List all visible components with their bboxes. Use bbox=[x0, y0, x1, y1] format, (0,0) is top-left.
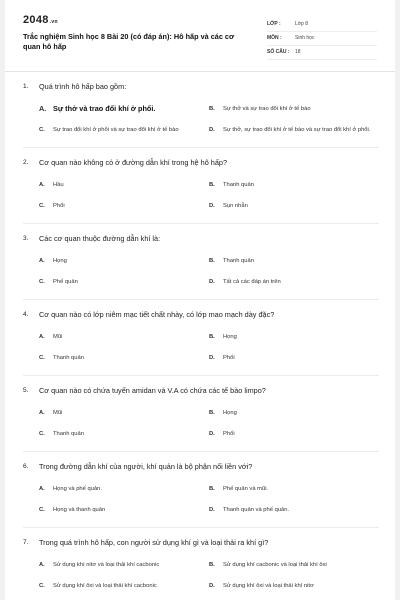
option-text: Sự thở và trao đổi khí ở phổi. bbox=[53, 104, 156, 114]
answer-option[interactable] bbox=[209, 348, 379, 369]
answer-option[interactable] bbox=[39, 99, 209, 120]
question-label: Trong quá trình hô hấp, con người sử dụng khí gì và loại thải ra khí gì? bbox=[39, 538, 269, 547]
option-letter: C. bbox=[39, 507, 45, 514]
option-text: Họng bbox=[223, 334, 237, 341]
option-text: Họng bbox=[223, 410, 237, 417]
option-letter: A. bbox=[39, 562, 45, 569]
answer-option[interactable] bbox=[39, 251, 209, 272]
option-letter: D. bbox=[209, 355, 215, 362]
site-logo[interactable]: 2048.vn bbox=[23, 14, 58, 26]
question-text bbox=[23, 157, 379, 168]
answer-option[interactable] bbox=[39, 327, 209, 348]
answer-option[interactable] bbox=[39, 175, 209, 196]
question-label: Trong đường dẫn khí của người, khí quản là bộ phận nối liền với? bbox=[39, 462, 253, 471]
option-text: Thanh quản bbox=[223, 258, 254, 265]
question-text bbox=[23, 537, 379, 548]
answer-option[interactable] bbox=[209, 327, 379, 348]
question-label: Quá trình hô hấp bao gồm: bbox=[39, 82, 127, 91]
meta-value: 18 bbox=[295, 49, 301, 55]
answer-option[interactable] bbox=[209, 576, 379, 597]
answer-option[interactable] bbox=[39, 348, 209, 369]
option-text: Hầu bbox=[53, 182, 64, 189]
answer-option[interactable] bbox=[209, 479, 379, 500]
option-letter: C. bbox=[39, 431, 45, 438]
meta-value: Lớp 8 bbox=[295, 21, 309, 27]
question-item bbox=[23, 452, 379, 528]
meta-row bbox=[267, 46, 377, 60]
option-text: Thanh quản bbox=[53, 355, 84, 362]
option-letter: D. bbox=[209, 507, 215, 514]
option-text: Thanh quản bbox=[223, 182, 254, 189]
answer-option[interactable] bbox=[209, 120, 379, 141]
option-text: Phổi bbox=[53, 203, 65, 210]
option-letter: B. bbox=[209, 410, 215, 417]
answer-option[interactable] bbox=[209, 272, 379, 293]
answer-options bbox=[39, 327, 379, 369]
page-title: Trắc nghiệm Sinh học 8 Bài 20 (có đáp án): Hô hấp và các cơ quan hô hấp bbox=[23, 32, 235, 51]
question-text bbox=[23, 385, 379, 396]
option-letter: A. bbox=[39, 104, 47, 114]
option-letter: A. bbox=[39, 410, 45, 417]
answer-option[interactable] bbox=[39, 479, 209, 500]
answer-option[interactable] bbox=[209, 403, 379, 424]
document-page bbox=[5, 0, 395, 600]
option-text: Mũi bbox=[53, 334, 63, 341]
question-label: Cơ quan nào có chứa tuyến amidan và V.A có chứa các tế bào limpo? bbox=[39, 386, 266, 395]
document-header bbox=[5, 0, 395, 72]
option-letter: B. bbox=[209, 258, 215, 265]
option-text: Thanh quản và phế quản. bbox=[223, 507, 290, 514]
option-text: Sụn nhẫn bbox=[223, 203, 248, 210]
answer-options bbox=[39, 403, 379, 445]
answer-options bbox=[39, 175, 379, 217]
answer-option[interactable] bbox=[39, 576, 209, 597]
meta-row bbox=[267, 18, 377, 32]
question-item bbox=[23, 148, 379, 224]
option-text: Sử dụng khí ôxi và loại thải khí nitơ bbox=[223, 583, 314, 590]
answer-options bbox=[39, 555, 379, 597]
meta-info bbox=[267, 18, 377, 63]
question-number: 5. bbox=[23, 387, 29, 394]
option-text: Phổi bbox=[223, 431, 235, 438]
question-label: Các cơ quan thuộc đường dẫn khí là: bbox=[39, 234, 161, 243]
option-letter: D. bbox=[209, 127, 215, 134]
question-number: 7. bbox=[23, 539, 29, 546]
question-number: 3. bbox=[23, 235, 29, 242]
answer-option[interactable] bbox=[39, 500, 209, 521]
option-text: Sử dụng khí cacbonic và loại thải khí ôxi bbox=[223, 562, 327, 569]
question-item bbox=[23, 224, 379, 300]
option-letter: C. bbox=[39, 279, 45, 286]
meta-key: MÔN : bbox=[267, 35, 282, 41]
option-letter: C. bbox=[39, 203, 45, 210]
option-letter: B. bbox=[209, 182, 215, 189]
answer-option[interactable] bbox=[209, 175, 379, 196]
option-letter: D. bbox=[209, 203, 215, 210]
answer-option[interactable] bbox=[39, 120, 209, 141]
question-text bbox=[23, 233, 379, 244]
option-letter: A. bbox=[39, 486, 45, 493]
option-text: Thanh quản bbox=[53, 431, 84, 438]
question-number: 6. bbox=[23, 463, 29, 470]
option-letter: C. bbox=[39, 583, 45, 590]
option-letter: A. bbox=[39, 334, 45, 341]
answer-option[interactable] bbox=[39, 424, 209, 445]
option-letter: A. bbox=[39, 258, 45, 265]
meta-key: LỚP : bbox=[267, 21, 281, 27]
question-item bbox=[23, 72, 379, 148]
answer-option[interactable] bbox=[39, 403, 209, 424]
question-label: Cơ quan nào có lớp niêm mạc tiết chất nhày, có lớp mao mạch dày đặc? bbox=[39, 310, 275, 319]
answer-option[interactable] bbox=[209, 99, 379, 120]
question-label: Cơ quan nào không có ở đường dẫn khí trong hệ hô hấp? bbox=[39, 158, 228, 167]
option-letter: C. bbox=[39, 127, 45, 134]
question-number: 1. bbox=[23, 83, 29, 90]
option-text: Họng và phế quản. bbox=[53, 486, 102, 493]
option-letter: C. bbox=[39, 355, 45, 362]
option-letter: B. bbox=[209, 486, 215, 493]
answer-option[interactable] bbox=[39, 196, 209, 217]
answer-option[interactable] bbox=[209, 500, 379, 521]
option-text: Sự thở và sự trao đổi khí ở tế bào bbox=[223, 106, 311, 113]
answer-options bbox=[39, 479, 379, 521]
option-text: Phế quản và mũi. bbox=[223, 486, 269, 493]
answer-option[interactable] bbox=[209, 251, 379, 272]
option-letter: B. bbox=[209, 562, 215, 569]
option-letter: B. bbox=[209, 106, 215, 113]
answer-option[interactable] bbox=[209, 424, 379, 445]
option-text: Sự trao đổi khí ở phổi và sự trao đổi khí ở tế bào bbox=[53, 127, 179, 134]
meta-key: SỐ CÂU : bbox=[267, 49, 290, 55]
option-letter: B. bbox=[209, 334, 215, 341]
question-list bbox=[5, 72, 395, 600]
question-text bbox=[23, 81, 379, 92]
option-text: Phổi bbox=[223, 355, 235, 362]
answer-option[interactable] bbox=[39, 272, 209, 293]
option-letter: A. bbox=[39, 182, 45, 189]
option-text: Sự thở, sự trao đổi khí ở tế bào và sự trao đổi khí ở phổi. bbox=[223, 127, 371, 134]
option-text: Họng và thanh quản bbox=[53, 507, 106, 514]
answer-options bbox=[39, 251, 379, 293]
option-text: Sử dụng khí nitơ và loại thải khí cacbonic bbox=[53, 562, 160, 569]
question-item bbox=[23, 528, 379, 600]
question-item bbox=[23, 376, 379, 452]
option-letter: D. bbox=[209, 583, 215, 590]
answer-options bbox=[39, 99, 379, 141]
meta-row bbox=[267, 32, 377, 46]
answer-option[interactable] bbox=[39, 555, 209, 576]
option-letter: D. bbox=[209, 431, 215, 438]
meta-value: Sinh học bbox=[295, 35, 315, 41]
option-text: Tất cả các đáp án trên bbox=[223, 279, 281, 286]
option-text: Phế quản bbox=[53, 279, 78, 286]
option-text: Họng bbox=[53, 258, 67, 265]
question-text bbox=[23, 309, 379, 320]
option-text: Sử dụng khí ôxi và loại thải khí cacbonic bbox=[53, 583, 157, 590]
answer-option[interactable] bbox=[209, 196, 379, 217]
question-text bbox=[23, 461, 379, 472]
answer-option[interactable] bbox=[209, 555, 379, 576]
question-number: 2. bbox=[23, 159, 29, 166]
option-text: Mũi bbox=[53, 410, 63, 417]
question-number: 4. bbox=[23, 311, 29, 318]
option-letter: D. bbox=[209, 279, 215, 286]
question-item bbox=[23, 300, 379, 376]
